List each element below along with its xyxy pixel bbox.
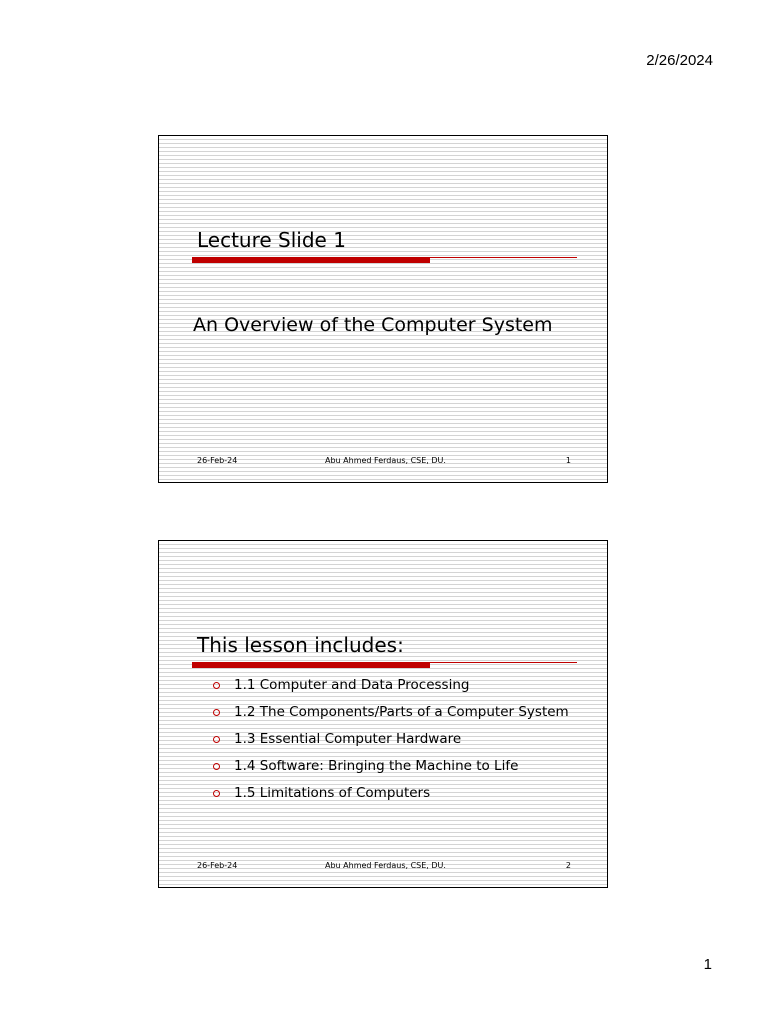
hollow-circle-icon	[213, 709, 220, 716]
slide-title: Lecture Slide 1	[197, 228, 346, 252]
page-number: 1	[703, 956, 712, 973]
list-item	[213, 784, 569, 811]
footer-date: 26-Feb-24	[197, 456, 238, 465]
footer-date: 26-Feb-24	[197, 861, 238, 870]
lesson-bullet-list	[213, 676, 569, 811]
slide-title: This lesson includes:	[197, 633, 404, 657]
title-underline-thin	[430, 662, 577, 663]
footer-slide-number: 1	[565, 456, 571, 465]
title-underline-thin	[430, 257, 577, 258]
list-item	[213, 703, 569, 730]
title-underline-thick	[192, 257, 430, 263]
list-item	[213, 676, 569, 703]
slide-thumbnail-1	[158, 135, 608, 483]
slide-subtitle: An Overview of the Computer System	[193, 314, 553, 336]
footer-slide-number: 2	[565, 861, 571, 870]
hollow-circle-icon	[213, 682, 220, 689]
slide-footer	[197, 861, 571, 873]
list-item	[213, 730, 569, 757]
slide-footer	[197, 456, 571, 468]
list-item-text: 1.1 Computer and Data Processing	[234, 677, 470, 693]
footer-author: Abu Ahmed Ferdaus, CSE, DU.	[325, 456, 446, 465]
page-date: 2/26/2024	[646, 52, 713, 69]
footer-author: Abu Ahmed Ferdaus, CSE, DU.	[325, 861, 446, 870]
list-item-text: 1.2 The Components/Parts of a Computer System	[234, 704, 569, 720]
hollow-circle-icon	[213, 790, 220, 797]
title-underline-thick	[192, 662, 430, 668]
hollow-circle-icon	[213, 763, 220, 770]
list-item-text: 1.5 Limitations of Computers	[234, 785, 431, 801]
list-item	[213, 757, 569, 784]
list-item-text: 1.4 Software: Bringing the Machine to Life	[234, 758, 519, 774]
slide-thumbnail-2	[158, 540, 608, 888]
hollow-circle-icon	[213, 736, 220, 743]
list-item-text: 1.3 Essential Computer Hardware	[234, 731, 462, 747]
